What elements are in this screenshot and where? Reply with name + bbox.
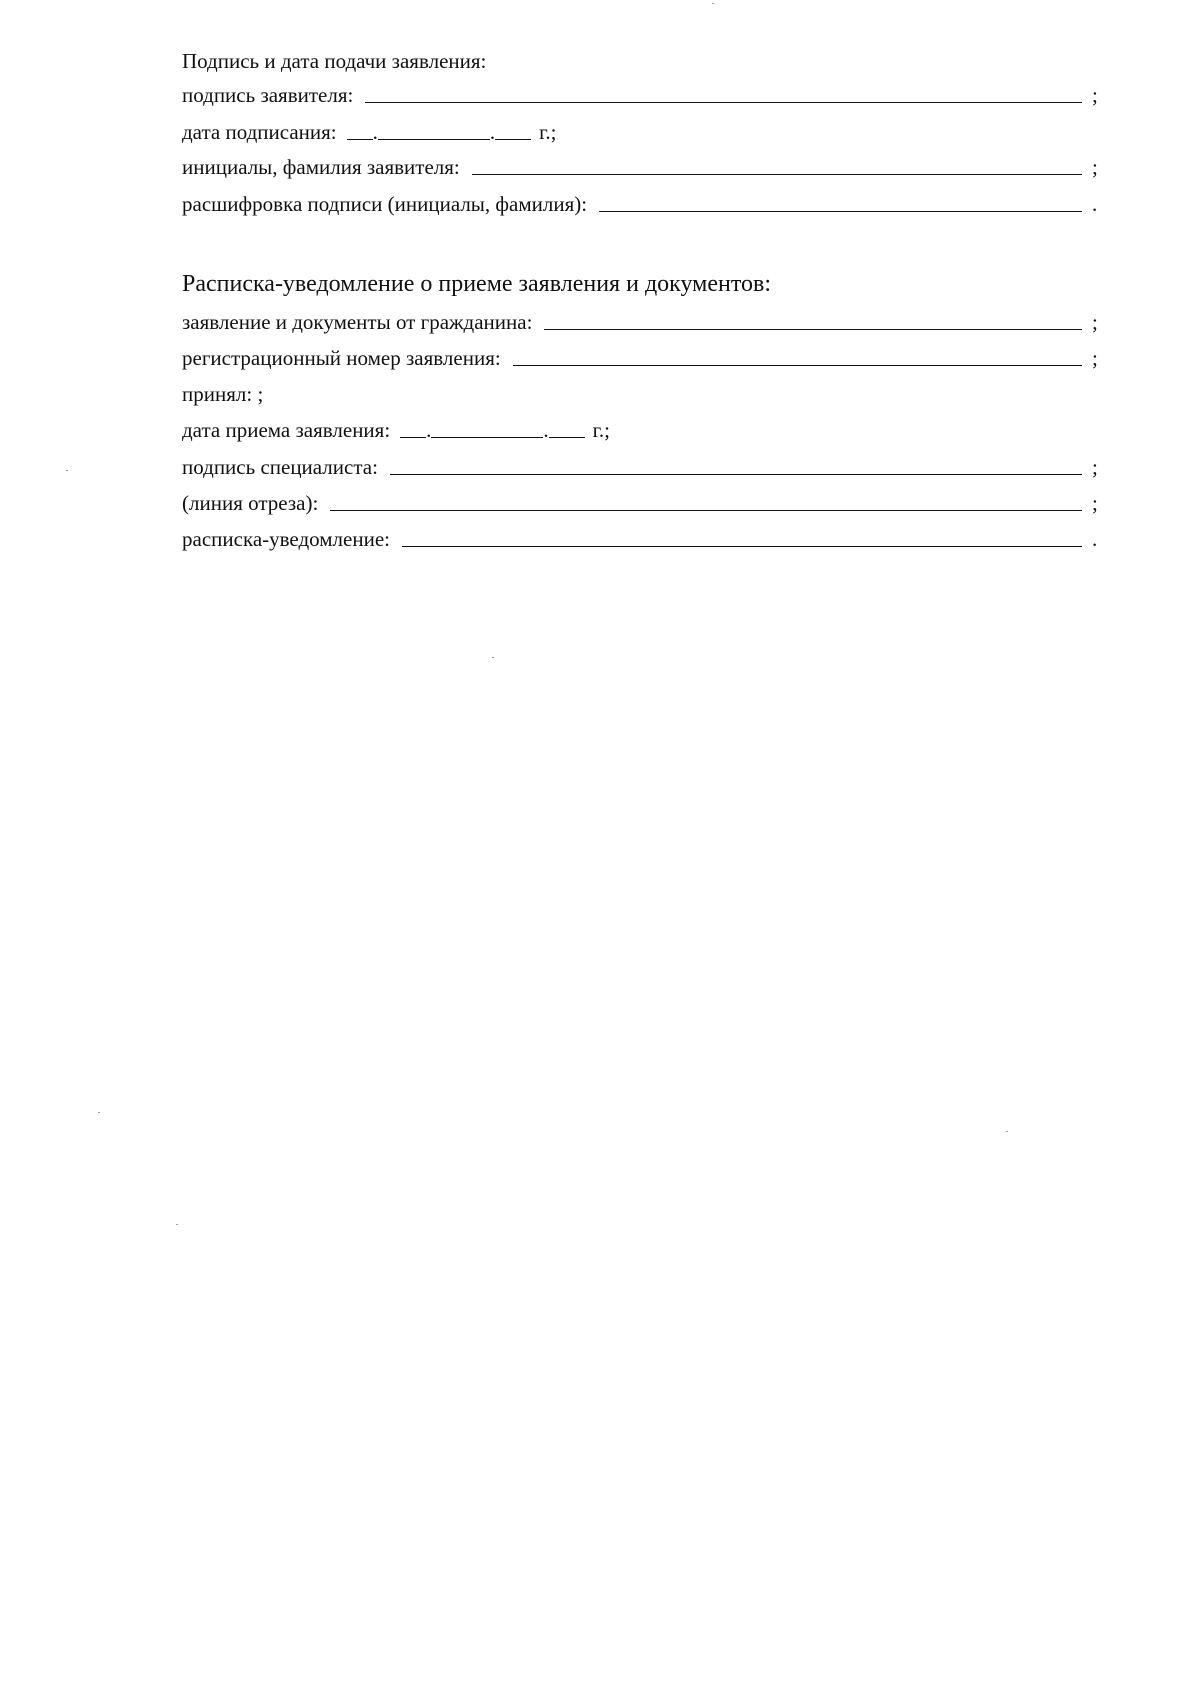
documents-from-row [182,307,1102,335]
signing-date-separator: . [489,120,496,144]
cut-line-end: ; [1092,491,1098,515]
scan-speck [176,1224,178,1225]
scan-speck [492,657,494,658]
signing-date-year-suffix: г.; [539,120,557,144]
signature-decoding-end: . [1092,192,1098,216]
acceptance-date-label: дата приема заявления: [182,418,391,442]
acceptance-date-day-field[interactable] [400,437,426,438]
acceptance-date-separator: . [543,418,549,442]
specialist-signature-field[interactable] [390,474,1082,475]
applicant-signature-field[interactable] [365,102,1082,103]
registration-number-field[interactable] [513,365,1082,366]
acceptance-date-separator: . [426,418,432,442]
applicant-name-end: ; [1092,155,1098,179]
specialist-signature-row [182,452,1102,480]
accepted-by-line: принял: ; [182,382,264,406]
applicant-signature-end: ; [1092,83,1098,107]
documents-from-end: ; [1092,310,1098,334]
cut-line-label: (линия отреза): [182,491,319,515]
scan-speck [98,1112,100,1113]
acceptance-date-year-suffix: г.; [592,418,611,442]
documents-from-field[interactable] [544,329,1082,330]
acceptance-date-row [182,415,610,443]
signing-date-separator: . [372,120,378,144]
specialist-signature-end: ; [1092,455,1098,479]
applicant-name-label: инициалы, фамилия заявителя: [182,155,460,179]
receipt-notice-label: расписка-уведомление: [182,527,390,551]
signing-date-label: дата подписания: [182,120,337,144]
signing-date-row [182,117,556,145]
section-1-title: Подпись и дата подачи заявления: [182,49,487,73]
documents-from-label: заявление и документы от гражданина: [182,310,533,334]
signing-date-day-field[interactable] [347,139,373,140]
receipt-notice-end: . [1092,527,1098,551]
section-2-title: Расписка-уведомление о приеме заявления и документов: [182,271,772,297]
acceptance-date-year-field[interactable] [549,437,585,438]
scan-speck [712,3,714,4]
signing-date-year-field[interactable] [495,139,531,140]
applicant-name-row [182,152,1102,180]
signature-decoding-field[interactable] [599,211,1082,212]
applicant-name-field[interactable] [472,174,1082,175]
scan-speck [1006,1131,1008,1132]
signing-date-month-field[interactable] [378,139,490,140]
receipt-notice-field[interactable] [402,546,1082,547]
specialist-signature-label: подпись специалиста: [182,455,378,479]
registration-number-row [182,343,1102,371]
applicant-signature-row [182,80,1102,108]
acceptance-date-month-field[interactable] [431,437,543,438]
cut-line-field[interactable] [330,510,1082,511]
receipt-notice-row [182,524,1102,552]
registration-number-label: регистрационный номер заявления: [182,346,501,370]
cut-line-row [182,488,1102,516]
scan-speck [66,470,68,471]
signature-decoding-row [182,189,1102,217]
applicant-signature-label: подпись заявителя: [182,83,354,107]
signature-decoding-label: расшифровка подписи (инициалы, фамилия): [182,192,588,216]
registration-number-end: ; [1092,346,1098,370]
